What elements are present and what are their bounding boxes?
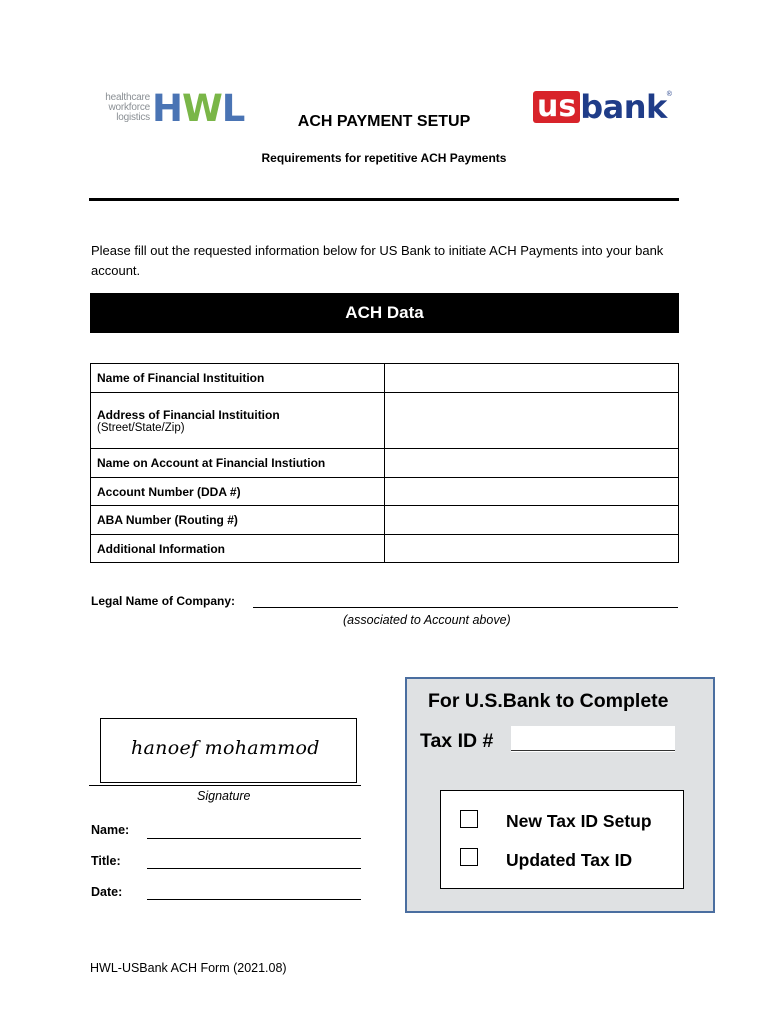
row-label: Name of Financial Instituition — [91, 364, 385, 393]
page-subtitle: Requirements for repetitive ACH Payments — [261, 151, 507, 165]
legal-name-label: Legal Name of Company: — [91, 594, 236, 608]
financial-institution-name-input[interactable] — [385, 364, 679, 393]
row-label: Account Number (DDA #) — [91, 478, 385, 506]
ach-data-banner: ACH Data — [90, 293, 679, 333]
financial-institution-address-input[interactable] — [385, 393, 679, 449]
intro-text: Please fill out the requested information below for US Bank to initiate ACH Payments into your bank account. — [91, 243, 664, 278]
hwl-logo-letter: L — [221, 87, 245, 130]
hwl-logo-letter: H — [152, 87, 182, 130]
usbank-logo-bank: bank — [580, 88, 667, 126]
updated-tax-id-label: Updated Tax ID — [506, 850, 633, 870]
table-row — [91, 393, 679, 449]
usbank-logo-us: us — [533, 91, 580, 123]
signature-caption: Signature — [197, 789, 251, 803]
aba-routing-number-input[interactable] — [385, 506, 679, 535]
row-label — [91, 393, 385, 449]
additional-information-input[interactable] — [385, 535, 679, 563]
name-input[interactable] — [147, 838, 361, 839]
table-row — [91, 478, 679, 506]
name-label: Name: — [91, 823, 130, 837]
tax-id-options — [440, 790, 684, 889]
updated-tax-id-checkbox[interactable] — [460, 848, 478, 866]
row-label: ABA Number (Routing #) — [91, 506, 385, 535]
legal-name-input[interactable] — [253, 607, 678, 608]
tax-id-input[interactable] — [511, 726, 675, 752]
tax-id-label: Tax ID # — [420, 730, 494, 752]
hwl-logo-letter: W — [181, 87, 222, 130]
signature-box[interactable] — [100, 718, 357, 783]
ach-data-table — [90, 363, 679, 563]
date-label: Date: — [91, 885, 123, 899]
signature-value: hanoef mohammod — [131, 737, 320, 759]
account-name-input[interactable] — [385, 449, 679, 478]
account-number-input[interactable] — [385, 478, 679, 506]
row-sublabel: (Street/State/Zip) — [97, 421, 185, 434]
row-label: Name on Account at Financial Instiution — [91, 449, 385, 478]
title-label: Title: — [91, 854, 121, 868]
page-title: ACH PAYMENT SETUP — [297, 113, 471, 130]
new-tax-id-label: New Tax ID Setup — [506, 811, 652, 831]
header-divider — [89, 198, 679, 201]
hwl-logo-tagline: healthcare workforce logistics — [105, 92, 150, 123]
date-input[interactable] — [147, 899, 361, 900]
table-row — [91, 364, 679, 393]
row-label: Additional Information — [91, 535, 385, 563]
new-tax-id-checkbox[interactable] — [460, 810, 478, 828]
usbank-complete-panel — [405, 677, 715, 913]
usbank-logo-reg: ® — [666, 91, 672, 98]
tax-id-underline — [511, 750, 675, 751]
signature-line — [89, 785, 361, 786]
table-row — [91, 449, 679, 478]
row-label-text: Address of Financial Instituition — [97, 407, 280, 422]
panel-title: For U.S.Bank to Complete — [428, 690, 669, 712]
title-input[interactable] — [147, 868, 361, 869]
table-row — [91, 535, 679, 563]
legal-name-note: (associated to Account above) — [343, 613, 511, 627]
table-row — [91, 506, 679, 535]
form-footer: HWL-USBank ACH Form (2021.08) — [90, 961, 287, 975]
